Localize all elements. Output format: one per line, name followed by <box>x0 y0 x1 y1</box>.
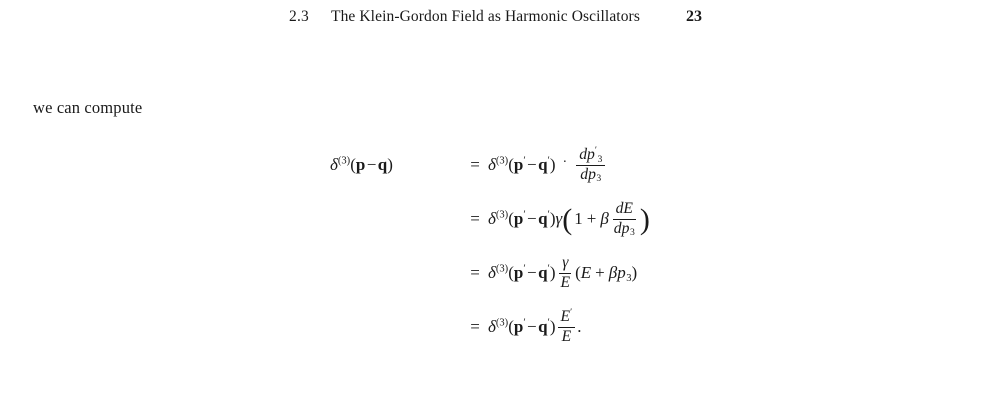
body-paragraph: we can compute <box>33 98 143 117</box>
equals-sign-1: = <box>470 155 480 174</box>
equation-lhs: $\delta^{(3)}(p$ − q) <box>330 155 393 174</box>
equals-sign-2: = <box>470 209 480 228</box>
equals-sign-3: = <box>470 263 480 282</box>
equation-rhs-4: $\delta^{(3)}(p'$ − q′) $\frac{E'}{E}$ . <box>488 306 582 345</box>
equation-line-1 <box>330 138 650 192</box>
equation-line-3 <box>330 246 650 300</box>
equation-rhs-3: $\delta^{(3)}(p'$ − q′) $\frac{\gamma}{E}$ $(E + \beta p_3)$ <box>488 254 638 291</box>
page-number: 23 <box>685 8 702 25</box>
equation-rhs-1: $\delta^{(3)}(p'$ − q′) · $\frac{dp'_3}{dp_3}$ <box>488 147 607 183</box>
equation-rhs-2: $\delta^{(3)}(p'$ − q′)γ ( 1 + β $\frac{dE}{dp_3}$ ) <box>488 200 650 239</box>
header-section-title: The Klein-Gordon Field as Harmonic Oscillators <box>331 8 640 25</box>
equation-line-4 <box>330 300 650 354</box>
running-header <box>0 8 991 34</box>
display-equation <box>330 138 650 354</box>
equals-sign-4: = <box>470 317 480 336</box>
header-section-number: 2.3 <box>289 8 310 25</box>
equation-line-2 <box>330 192 650 246</box>
